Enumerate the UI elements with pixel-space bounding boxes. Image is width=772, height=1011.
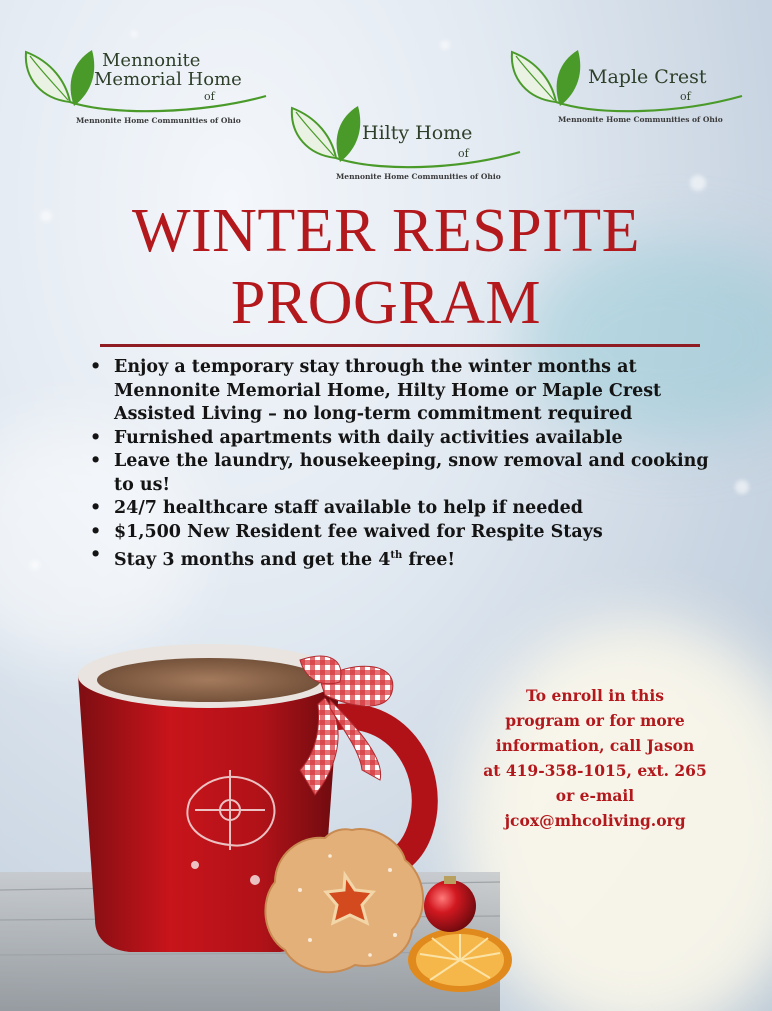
contact-line: or e-mail — [555, 786, 635, 805]
snow-sparkle — [690, 175, 706, 191]
contact-info — [470, 683, 720, 833]
title-line1: WINTER RESPITE — [131, 197, 641, 265]
logo-name-line1: Hilty Home — [362, 122, 473, 144]
ordinal-suffix: th — [390, 550, 403, 561]
snow-sparkle — [130, 30, 138, 38]
contact-phone[interactable]: at 419-358-1015, ext. 265 — [483, 761, 707, 780]
snow-sparkle — [440, 40, 450, 50]
logo-of: of — [680, 90, 691, 103]
logo-of: of — [458, 147, 469, 160]
title-divider — [100, 344, 700, 347]
title-line2: PROGRAM — [230, 269, 542, 337]
logo-subtitle: Mennonite Home Communities of Ohio — [76, 116, 241, 125]
list-item: • Leave the laundry, housekeeping, snow removal and cooking to us! — [88, 450, 728, 497]
orange-slice-image — [408, 928, 512, 992]
logo-of: of — [204, 90, 215, 103]
list-item: • 24/7 healthcare staff available to help if needed — [88, 497, 728, 521]
logo-maple-crest — [508, 44, 748, 134]
snow-sparkle — [30, 560, 40, 570]
logo-subtitle: Mennonite Home Communities of Ohio — [336, 172, 501, 181]
feature-list — [88, 356, 728, 572]
logo-hilty-home — [288, 100, 528, 190]
logo-name-line1: Mennonite — [102, 50, 201, 71]
logo-mennonite-memorial-home — [22, 44, 272, 134]
hot-cocoa — [97, 658, 321, 702]
logo-name-line1: Maple Crest — [588, 66, 707, 88]
contact-line: information, call Jason — [495, 736, 695, 755]
logo-subtitle: Mennonite Home Communities of Ohio — [558, 115, 723, 124]
snow-sparkle — [735, 480, 749, 494]
contact-line: To enroll in this — [526, 686, 664, 705]
list-item — [88, 544, 728, 572]
contact-line: program or for more — [505, 711, 685, 730]
logo-name-line2: Memorial Home — [94, 69, 242, 90]
list-item: • Furnished apartments with daily activities available — [88, 427, 728, 451]
cookie-image — [265, 829, 423, 972]
list-item-text: Stay 3 months and get the 4 — [114, 549, 391, 570]
list-item-text-end: free! — [402, 549, 456, 570]
list-item: • $1,500 New Resident fee waived for Respite Stays — [88, 521, 728, 545]
list-item: • Enjoy a temporary stay through the winter months at Mennonite Memorial Home, Hilty Home or Maple Crest Assisted Living – no long-term commitment required — [88, 356, 728, 427]
contact-email-link[interactable]: jcox@mhcoliving.org — [504, 811, 686, 830]
